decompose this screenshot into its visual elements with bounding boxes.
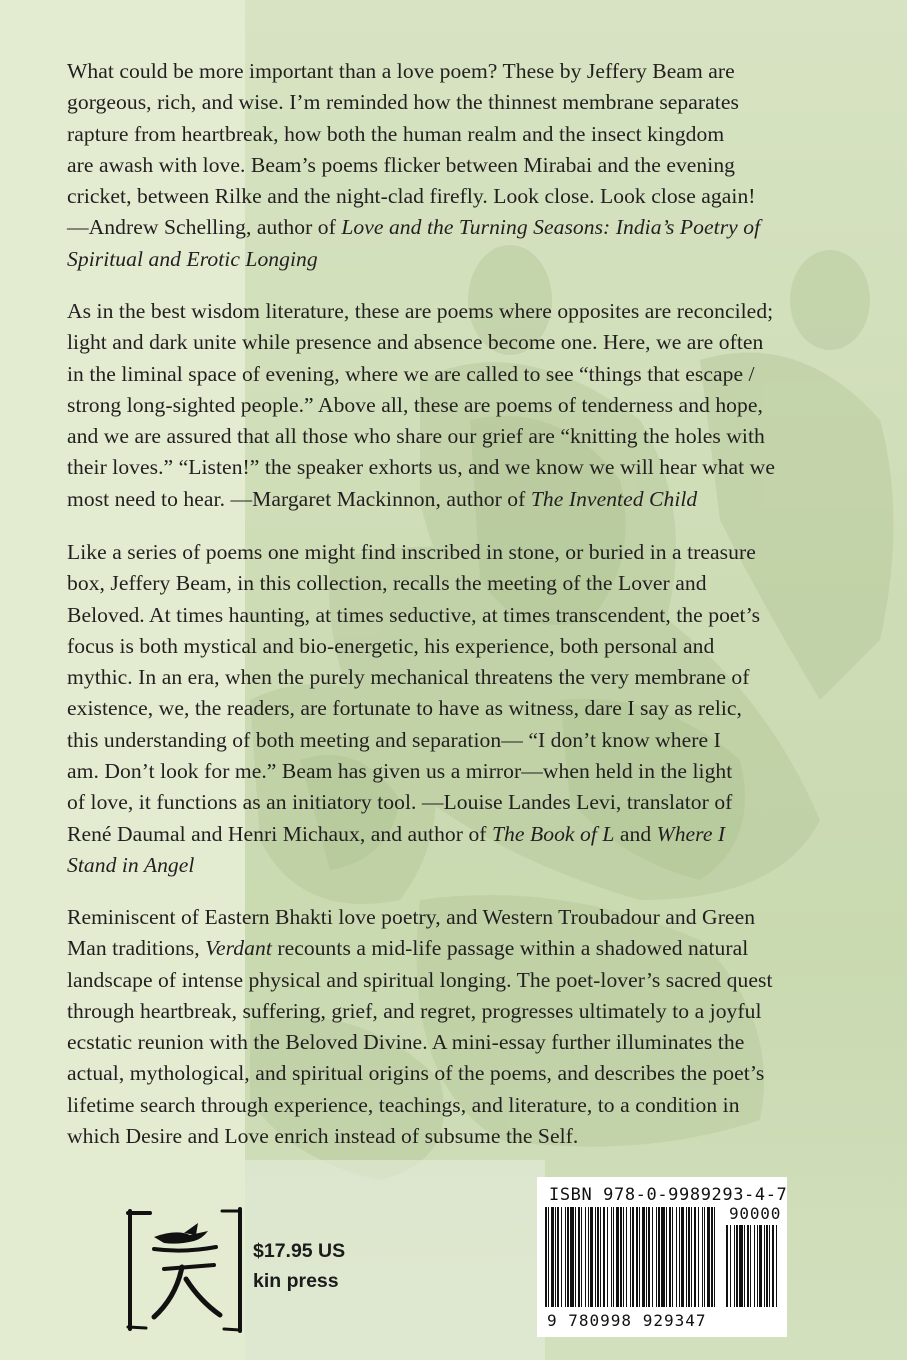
- text-line: focus is both mystical and bio-energetic, his experience, both personal and: [67, 633, 715, 658]
- text-line: box, Jeffery Beam, in this collection, recalls the meeting of the Lover and: [67, 571, 707, 596]
- barcode-bar: [578, 1207, 580, 1307]
- attribution-line: [67, 850, 847, 881]
- text-line: actual, mythological, and spiritual origins of the poems, and describes the poet’s: [67, 1061, 765, 1086]
- barcode-bar: [661, 1207, 665, 1307]
- barcode-bar: [714, 1207, 715, 1307]
- attribution-text: most need to hear. —Margaret Mackinnon, author of: [67, 486, 531, 511]
- barcode-bar: [698, 1207, 699, 1307]
- barcode-bar: [600, 1207, 601, 1307]
- text-line: which Desire and Love enrich instead of subsume the Self.: [67, 1124, 579, 1149]
- text-line: of love, it functions as an initiatory tool. —Louise Landes Levi, translator of: [67, 790, 733, 815]
- text-line: and we are assured that all those who share our grief are “knitting the holes with: [67, 424, 765, 449]
- barcode-bar: [636, 1207, 638, 1307]
- barcode-bar: [711, 1207, 713, 1307]
- text-line: this understanding of both meeting and separation— “I don’t know where I: [67, 727, 721, 752]
- barcode-addon-bar: [754, 1225, 755, 1307]
- barcode-bar: [672, 1207, 673, 1307]
- barcode-addon-bar: [759, 1225, 762, 1307]
- text-line: ecstatic reunion with the Beloved Divine. A mini-essay further illuminates the: [67, 1030, 745, 1055]
- book-description: [67, 902, 847, 1152]
- barcode-bar: [597, 1207, 599, 1307]
- isbn-text: ISBN 978-0-9989293-4-7: [549, 1185, 788, 1205]
- barcode-addon-bar: [764, 1225, 765, 1307]
- barcode-addon-bar: [750, 1225, 751, 1307]
- attribution-text: —Andrew Schelling, author of: [67, 215, 342, 240]
- barcode-addon-bar: [769, 1225, 770, 1307]
- barcode-bar: [648, 1207, 650, 1307]
- barcode-bar: [581, 1207, 582, 1307]
- text-line: their loves.” “Listen!” the speaker exhorts us, and we know we will hear what we: [67, 455, 775, 480]
- book-title: Stand in Angel: [67, 852, 195, 877]
- barcode-bar: [620, 1207, 622, 1307]
- barcode-bar: [704, 1207, 705, 1307]
- barcode-addon-number: 90000: [729, 1204, 782, 1223]
- barcode-bar: [686, 1207, 687, 1307]
- barcode-bar: [551, 1207, 554, 1307]
- kin-press-logo-icon: [124, 1207, 244, 1347]
- barcode-bar: [561, 1207, 562, 1307]
- attribution-text: René Daumal and Henri Michaux, and author of: [67, 821, 492, 846]
- barcode-bar: [702, 1207, 703, 1307]
- barcode-addon-bar: [747, 1225, 749, 1307]
- barcode-bar: [639, 1207, 640, 1307]
- barcode-bar: [557, 1207, 559, 1307]
- barcode-bar: [642, 1207, 645, 1307]
- text-line: lifetime search through experience, teachings, and literature, to a condition in: [67, 1092, 740, 1117]
- barcode-bar: [603, 1207, 605, 1307]
- barcode-bar: [623, 1207, 624, 1307]
- barcode-bar: [570, 1207, 574, 1307]
- barcode-bar: [688, 1207, 690, 1307]
- barcode-bar: [613, 1207, 614, 1307]
- attribution-line: [67, 244, 847, 275]
- text-line: Like a series of poems one might find inscribed in stone, or buried in a treasure: [67, 540, 756, 564]
- barcode-bar: [545, 1207, 547, 1307]
- text-line: mythic. In an era, when the purely mechanical threatens the very membrane of: [67, 665, 750, 690]
- barcode-bar: [626, 1207, 627, 1307]
- barcode-addon-bar: [726, 1225, 728, 1307]
- text-line: existence, we, the readers, are fortunate to have as witness, dare I say as relic,: [67, 696, 743, 721]
- barcode-ean-number: 9 780998 929347: [547, 1311, 707, 1330]
- text-line: cricket, between Rilke and the night-clad firefly. Look close. Look close again!: [67, 184, 756, 209]
- barcode-bar: [585, 1207, 586, 1307]
- barcode-bar: [588, 1207, 589, 1307]
- text-line: light and dark unite while presence and absence become one. Here, we are often: [67, 330, 764, 355]
- book-title: Spiritual and Erotic Longing: [67, 246, 318, 271]
- text-fragment: Man traditions,: [67, 936, 206, 961]
- barcode-addon-bar: [744, 1225, 745, 1307]
- text-line: As in the best wisdom literature, these are poems where opposites are reconciled;: [67, 299, 774, 323]
- barcode-bar: [676, 1207, 677, 1307]
- barcode-bar: [694, 1207, 696, 1307]
- review-schelling: [67, 56, 847, 275]
- text-fragment: recounts a mid-life passage within a shadowed natural: [271, 936, 749, 961]
- text-line: am. Don’t look for me.” Beam has given us a mirror—when held in the light: [67, 759, 733, 784]
- book-title: The Invented Child: [530, 486, 698, 511]
- book-title: Love and the Turning Seasons: India’s Poetry of: [341, 215, 761, 240]
- book-title: Verdant: [205, 936, 272, 961]
- barcode-bar: [575, 1207, 576, 1307]
- barcode-bar: [590, 1207, 593, 1307]
- text-line: Beloved. At times haunting, at times seductive, at times transcendent, the poet’s: [67, 602, 761, 627]
- barcode-bar: [595, 1207, 596, 1307]
- review-levi: [67, 537, 847, 881]
- attribution-line: [67, 484, 847, 515]
- text-line: Reminiscent of Eastern Bhakti love poetry, and Western Troubadour and Green: [67, 905, 756, 929]
- barcode-bar: [707, 1207, 710, 1307]
- text-line: through heartbreak, suffering, grief, and regret, progresses ultimately to a joyful: [67, 998, 762, 1023]
- barcode-bar: [669, 1207, 671, 1307]
- barcode-bar: [646, 1207, 647, 1307]
- barcode-addon-bar: [772, 1225, 774, 1307]
- barcode-bar: [666, 1207, 667, 1307]
- barcode-bar: [555, 1207, 556, 1307]
- barcode-bar: [679, 1207, 680, 1307]
- text-line: in the liminal space of evening, where we are called to see “things that escape /: [67, 361, 755, 386]
- text-line: rapture from heartbreak, how both the human realm and the insect kingdom: [67, 121, 725, 146]
- price-text: $17.95 US: [253, 1240, 346, 1262]
- attribution-line: [67, 819, 847, 850]
- attribution-line: [67, 212, 847, 243]
- barcode-bar: [611, 1207, 612, 1307]
- book-title: The Book of L: [492, 821, 615, 846]
- text-line: What could be more important than a love poem? These by Jeffery Beam are: [67, 59, 735, 83]
- text-line: are awash with love. Beam’s poems flicker between Mirabai and the evening: [67, 152, 736, 177]
- barcode-addon-bar: [734, 1225, 735, 1307]
- text-line: [67, 933, 847, 964]
- barcode-bar: [630, 1207, 631, 1307]
- barcode-bar: [548, 1207, 549, 1307]
- barcode-addon-bar: [739, 1225, 743, 1307]
- barcode-bar: [565, 1207, 566, 1307]
- book-title: Where I: [656, 821, 726, 846]
- isbn-barcode: [537, 1177, 787, 1337]
- barcode-bar: [567, 1207, 569, 1307]
- barcode-bar: [616, 1207, 619, 1307]
- conjunction: and: [614, 821, 657, 846]
- barcode-addon-bar: [736, 1225, 738, 1307]
- barcode-bar: [652, 1207, 653, 1307]
- barcode-bar: [656, 1207, 657, 1307]
- barcode-bar: [681, 1207, 684, 1307]
- barcode-bar: [607, 1207, 608, 1307]
- barcode-addon-bar: [730, 1225, 731, 1307]
- barcode-bar: [658, 1207, 660, 1307]
- review-mackinnon: [67, 296, 847, 515]
- barcode-addon-bar: [766, 1225, 768, 1307]
- barcode-addon-bar: [776, 1225, 777, 1307]
- publisher-name: kin press: [253, 1270, 339, 1292]
- text-line: strong long-sighted people.” Above all, these are poems of tenderness and hope,: [67, 392, 763, 417]
- price-block: [253, 1236, 345, 1296]
- barcode-addon-bar: [757, 1225, 758, 1307]
- text-line: landscape of intense physical and spiritual longing. The poet-lover’s sacred quest: [67, 967, 773, 992]
- barcode-bar: [691, 1207, 692, 1307]
- barcode-bar: [632, 1207, 634, 1307]
- text-line: gorgeous, rich, and wise. I’m reminded how the thinnest membrane separates: [67, 90, 739, 115]
